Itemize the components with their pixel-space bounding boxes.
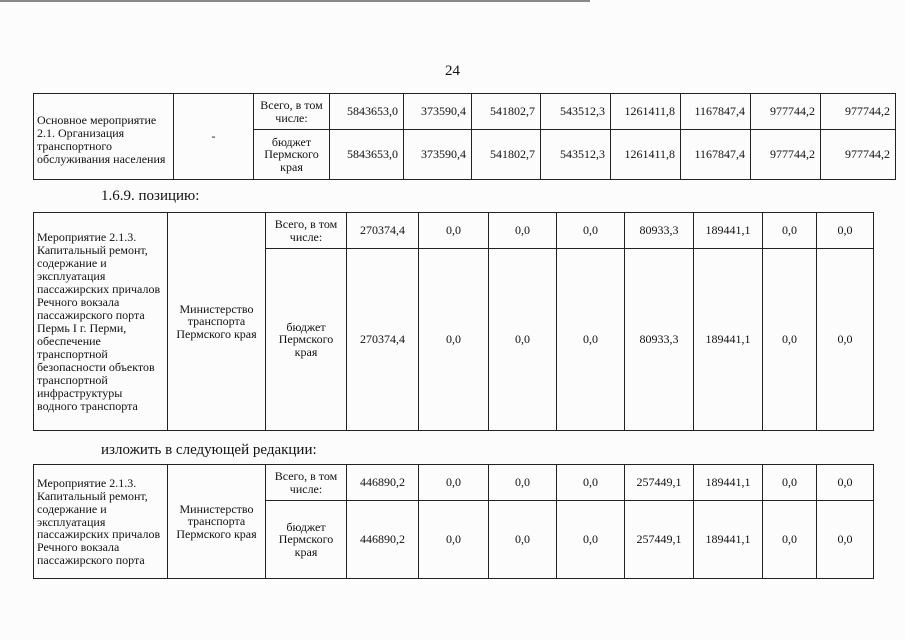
value-cell: 270374,4 [347,213,419,249]
value-cell: 0,0 [817,213,874,249]
section-heading-position: 1.6.9. позицию: [101,188,200,204]
table-main-activity-2-1 [33,93,896,180]
source-cell: бюджет Пермского края [254,130,330,180]
scan-edge-line [0,0,590,2]
value-cell: 80933,3 [625,213,694,249]
value-cell: 0,0 [557,501,625,579]
value-cell: 0,0 [419,213,489,249]
value-cell: 977744,2 [751,94,821,130]
executor-name: Министерство транспорта Пермского края [176,501,257,541]
source-cell: бюджет Пермского края [266,249,347,431]
source-cell: Всего, в том числе: [266,465,347,501]
table-row [34,94,896,130]
activity-name: Основное мероприятие 2.1. Организация транспортного обслуживания населения [37,113,166,166]
value-cell: 541802,7 [472,94,541,130]
value-cell: 189441,1 [694,249,763,431]
value-cell: 1167847,4 [681,130,751,180]
value-cell: 977744,2 [821,130,896,180]
value-cell: 189441,1 [694,213,763,249]
value-cell: 80933,3 [625,249,694,431]
table-row [34,213,874,249]
value-cell: 0,0 [763,213,817,249]
value-cell: 541802,7 [472,130,541,180]
value-cell: 543512,3 [541,130,611,180]
executor-name: - [211,129,216,144]
value-cell: 0,0 [763,465,817,501]
value-cell: 0,0 [557,249,625,431]
executor-cell [174,94,254,180]
value-cell: 373590,4 [404,94,472,130]
value-cell: 543512,3 [541,94,611,130]
value-cell: 0,0 [489,501,557,579]
table-activity-2-1-3-current [33,212,874,431]
executor-name: Министерство транспорта Пермского края [176,301,257,341]
value-cell: 1167847,4 [681,94,751,130]
table-row [34,465,874,501]
source-cell: Всего, в том числе: [266,213,347,249]
activity-name-cell [34,465,168,579]
value-cell: 977744,2 [751,130,821,180]
value-cell: 189441,1 [694,465,763,501]
value-cell: 0,0 [419,465,489,501]
section-heading-new-edition: изложить в следующей редакции: [101,442,317,458]
value-cell: 0,0 [763,249,817,431]
value-cell: 446890,2 [347,501,419,579]
value-cell: 0,0 [557,213,625,249]
source-cell: бюджет Пермского края [266,501,347,579]
value-cell: 977744,2 [821,94,896,130]
source-cell: Всего, в том числе: [254,94,330,130]
value-cell: 0,0 [817,501,874,579]
value-cell: 0,0 [817,465,874,501]
value-cell: 373590,4 [404,130,472,180]
value-cell: 0,0 [763,501,817,579]
activity-name-cell [34,213,168,431]
activity-name: Мероприятие 2.1.3. Капитальный ремонт, содержание и эксплуатация пассажирских причалов Речного вокзала пассажирского порта [37,475,161,568]
value-cell: 1261411,8 [611,94,681,130]
value-cell: 446890,2 [347,465,419,501]
value-cell: 0,0 [817,249,874,431]
activity-name: Мероприятие 2.1.3. Капитальный ремонт, содержание и эксплуатация пассажирских причалов Речного вокзала пассажирского порта Пермь I г. Перми, обеспечение транспортной безопасности объектов транспортной инфраструктуры водного транспорта [37,230,161,413]
value-cell: 0,0 [489,213,557,249]
value-cell: 0,0 [557,465,625,501]
value-cell: 0,0 [419,249,489,431]
value-cell: 5843653,0 [330,130,404,180]
executor-cell [168,465,266,579]
value-cell: 270374,4 [347,249,419,431]
page-number: 24 [445,63,460,79]
value-cell: 257449,1 [625,465,694,501]
table-activity-2-1-3-new [33,464,874,579]
value-cell: 5843653,0 [330,94,404,130]
value-cell: 1261411,8 [611,130,681,180]
value-cell: 257449,1 [625,501,694,579]
value-cell: 0,0 [419,501,489,579]
value-cell: 0,0 [489,249,557,431]
value-cell: 0,0 [489,465,557,501]
value-cell: 189441,1 [694,501,763,579]
activity-name-cell [34,94,174,180]
executor-cell [168,213,266,431]
